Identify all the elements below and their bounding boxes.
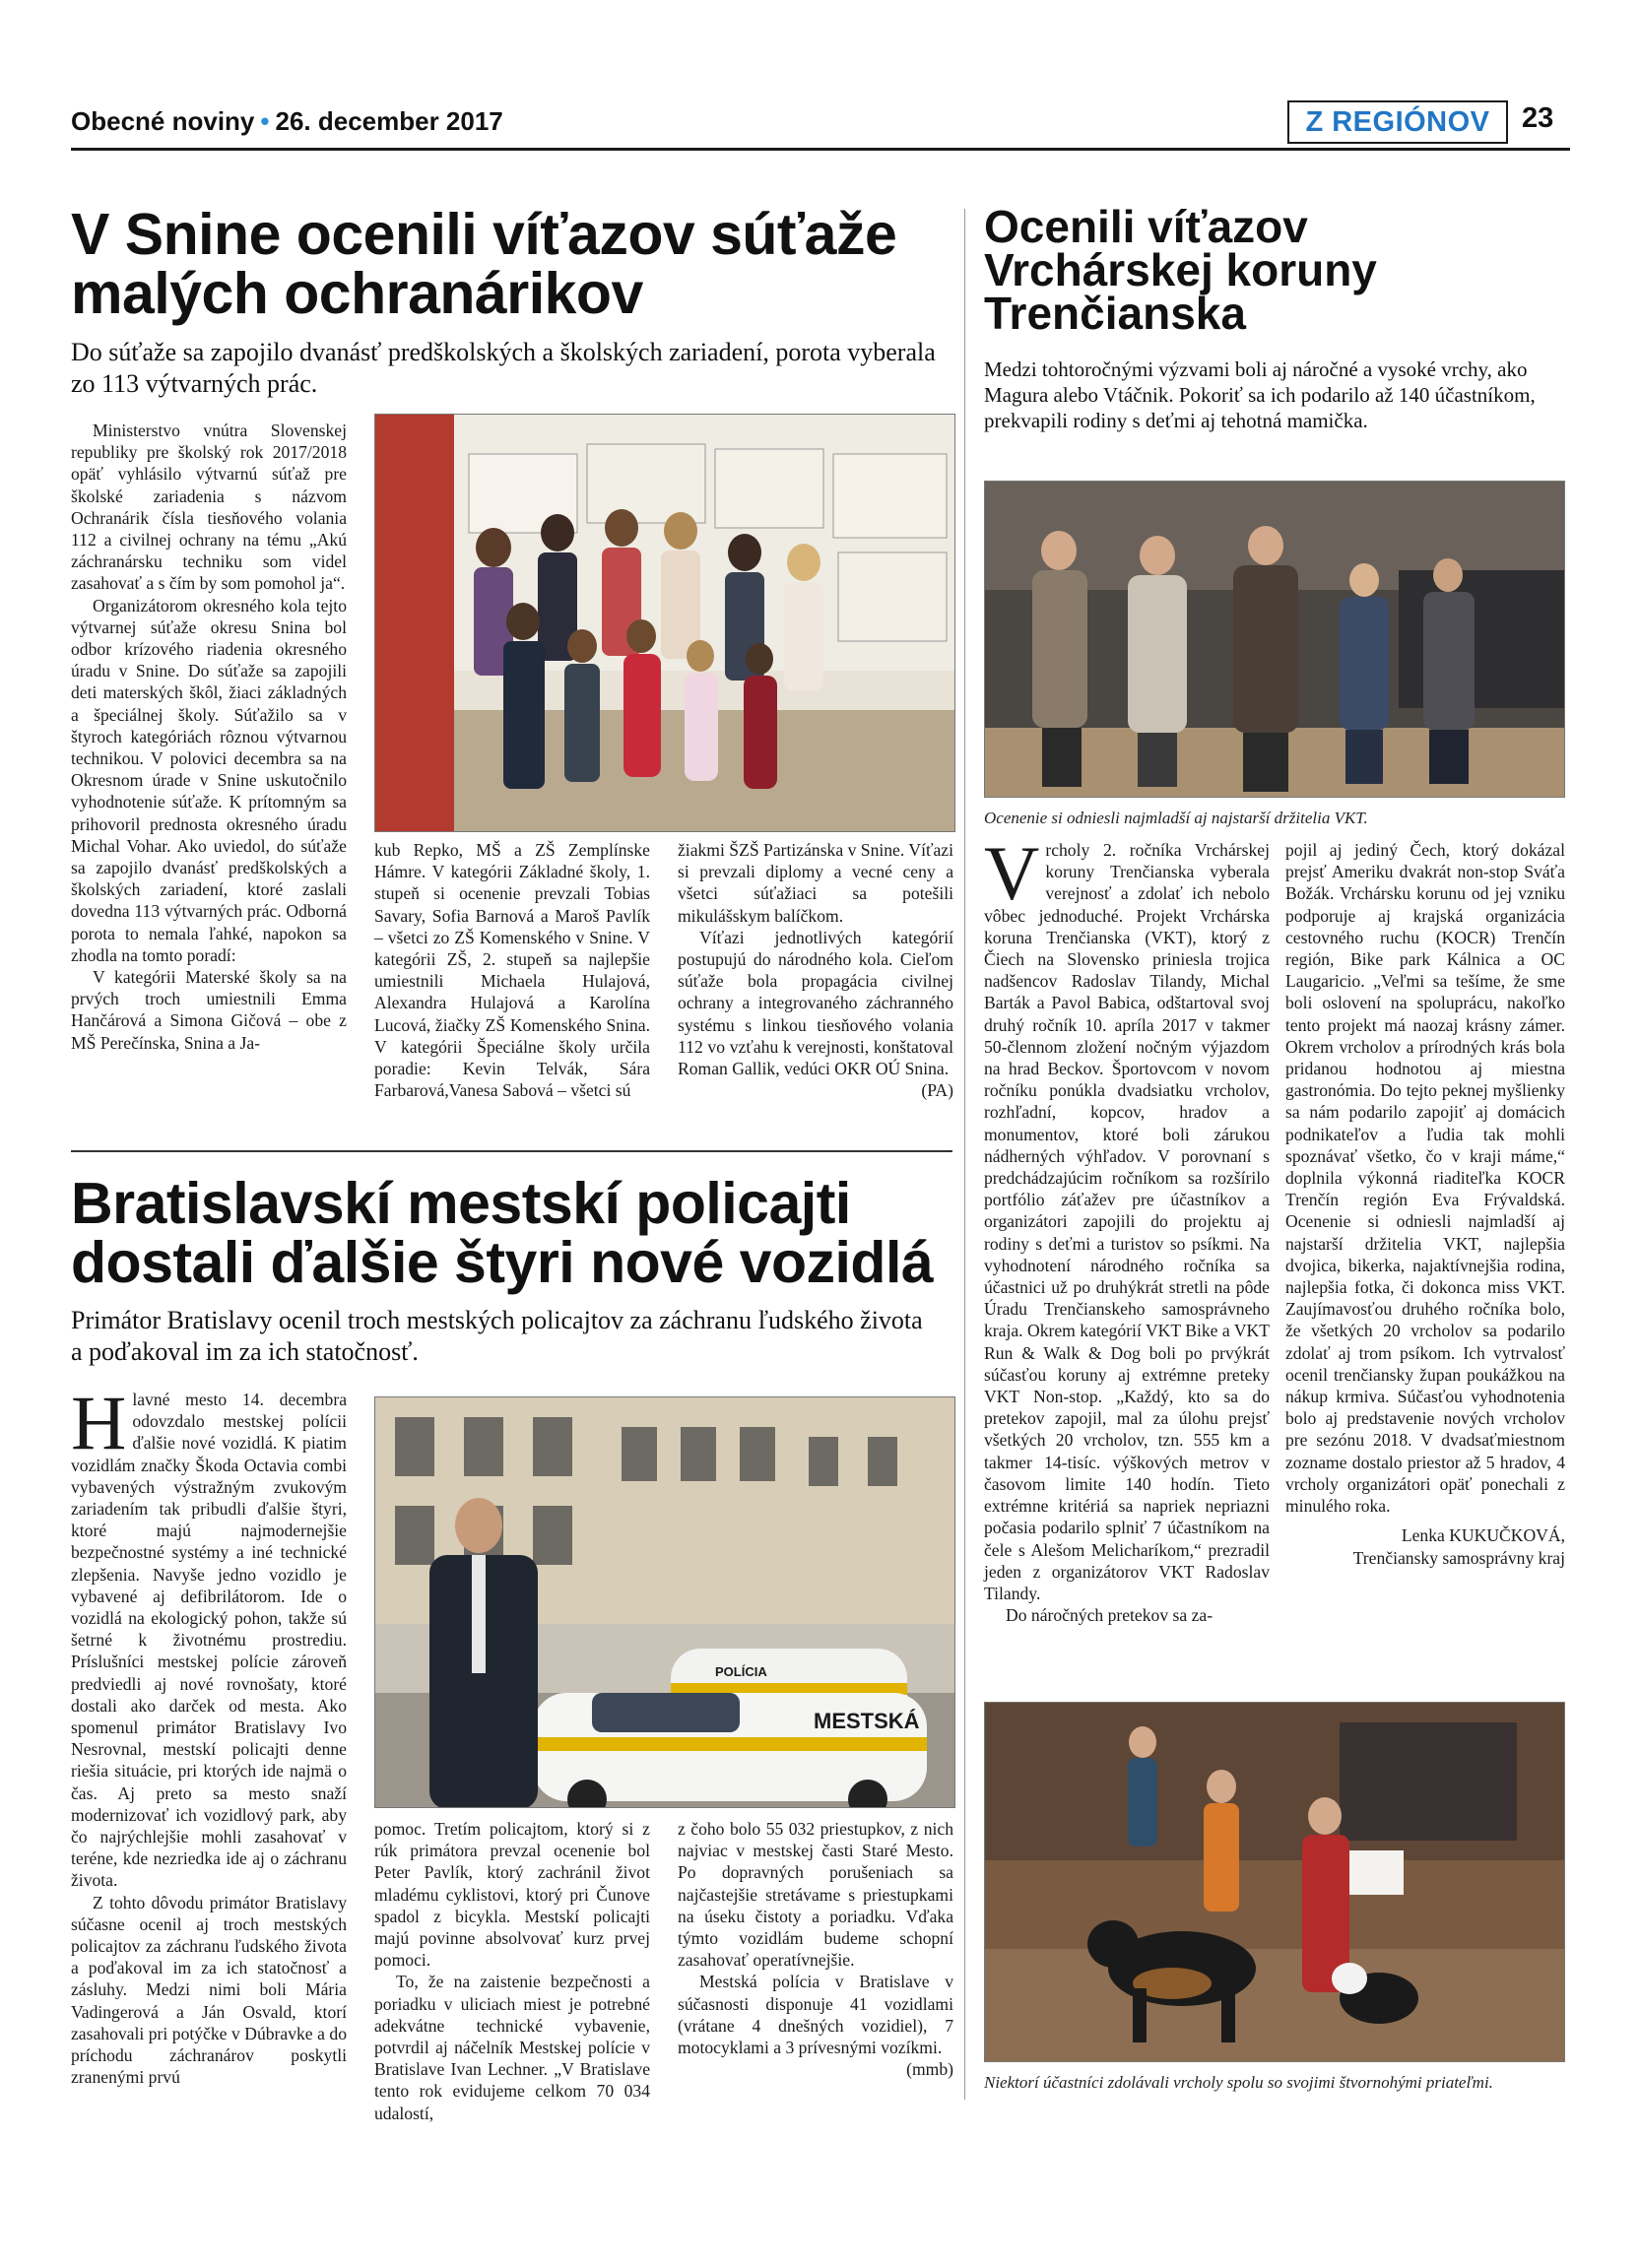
- paragraph: Do náročných pretekov sa za-: [1006, 1605, 1214, 1626]
- paragraph: Ministerstvo vnútra Slovenskej republiky pre školský rok 2017/2018 opäť vyhlásilo výtvarnú súťaž pre školské zariadenia s názvom Ochranárik čísla tiesňového volania 112 a civilnej ochrany na tému „Akú záchranársku techniku som videl zasahovať a s čím by som pomohol ja“.: [71, 421, 347, 594]
- article2-col3: [678, 1818, 953, 2080]
- children-group-photo: [374, 414, 955, 832]
- masthead: [71, 106, 503, 137]
- article-divider: [71, 1150, 952, 1152]
- author-organization: Trenčiansky samosprávny kraj: [1352, 1547, 1565, 1568]
- article3-title: Ocenili víťazov Vrchárskej koruny Trenčianska: [984, 201, 1377, 339]
- article3-caption2: Niektorí účastníci zdolávali vrcholy spolu so svojimi štvornohými priateľmi.: [984, 2073, 1493, 2092]
- paragraph: Mestská polícia v Bratislave v súčasnosti disponuje 41 vozidlami (vrátane 4 dnešných vozidiel), 7 motocyklami a 3 prívesnými vozíkmi.: [678, 1972, 953, 2058]
- article2-signature: (mmb): [906, 2059, 953, 2080]
- article3-lead: Medzi tohtoročnými výzvami boli aj náročné a vysoké vrchy, ako Magura alebo Vtáčnik. Pokoriť sa ich podarilo až 140 účastníkom, prekvapili rodiny s deťmi aj tehotná mamička.: [984, 357, 1536, 432]
- paragraph: To, že na zaistenie bezpečnosti a poriadku v uliciach miest je potrebné adekvátne technické vybavenie, potvrdil aj náčelník Mestskej polície v Bratislave Ivan Lechner. „V Bratislave tento rok evidujeme celkom 70 034 udalostí,: [374, 1972, 650, 2123]
- paragraph: Vrcholy 2. ročníka Vrchárskej koruny Trenčianska vyberala verejnosť a zdolať ich nebolo vôbec jednoduché. Projekt Vrchárska koruna Trenčianska (VKT), ktorý z Čiech na Slovensko priniesla trojica nadšencov Radoslav Tilandy, Michal Barták a Pavol Babica, odštartoval svoj druhý ročník 10. apríla 2017 v takmer 50-člennom zložení nočným výjazdom na hrad Beckov. Športovcom v novom ročníku ponúkla dvadsiatku vrcholov, rozhľadní, kopcov, hradov a monumentov, ktoré boli zárukou nádherných výhľadov. V porovnaní s predchádzajúcim ročníkom sa rozšírilo portfólio záťažev pre účastníkov a organizátori zapojili do projektu aj rodiny s deťmi a turistov so psíkmi. Na vyhodnotení národného ročníka sa účastnici už po druhýkrát stretli na pôde Úradu Trenčianskeho samosprávneho kraja. Okrem kategórií VKT Bike a VKT Run & Walk & Dog boli po prvýkrát súčasťou koruny aj extrémne preteky VKT Non-stop. „Každý, kto sa do pretekov zapojil, mal za úlohu prejsť všetkých 20 vrcholov, tzn. 555 km a takmer 14-tisíc. výškových metrov v časovom limite 140 hodín. Tieto extrémne kritériá sa napriek nepriazni počasia podarilo splniť 7 účastníkom na čele s Alešom Melicharíkom,“ prezradil jeden z organizátorov VKT Radoslav Tilandy.: [984, 830, 1270, 1603]
- award-winners-photo: [984, 481, 1565, 798]
- article1-title: V Snine ocenili víťazov súťaže malých ochranárikov: [71, 202, 897, 326]
- paragraph: Hlavné mesto 14. decembra odovzdalo mestskej polícii ďalšie nové vozidlá. K piatim vozidlám značky Škoda Octavia combi vybavených výstražným zvukovým zariadením tak pribudli ďalšie štyri, ktoré majú najmodernejšie bezpečnostné systémy a iné technické zlepšenia. Navyše jedno vozidlo je vybavené aj defibrilátorom. Ide o vozidlá na ekologický pohon, takže sú šetrné k životnému prostrediu. Príslušníci mestskej polície zároveň predviedli aj nové rovnošaty, ktoré dostali ako darček od mesta. Ako spomenul primátor Bratislavy Ivo Nesrovnal, mestskí policajti denne riešia situácie, pri ktorých ide najmä o čas. Aj preto sa mesto snaží modernizovať ich vozidlový park, aby čo najrýchlejšie mohli zasahovať v teréne, kde nezriedka ide aj o záchranu života.: [71, 1380, 347, 1891]
- article1-col3: [678, 839, 953, 1101]
- article2-lead: Primátor Bratislavy ocenil troch mestských policajtov za záchranu ľudského života a poďakoval im za ich statočnosť.: [71, 1306, 923, 1366]
- dogs-photo: [984, 1702, 1565, 2062]
- article1-lead: Do súťaže sa zapojilo dvanásť predškolských a školských zariadení, porota vyberala zo 113 výtvarných prác.: [71, 338, 936, 398]
- paragraph: kub Repko, MŠ a ZŠ Zemplínske Hámre. V kategórii Základné školy, 1. stupeň si ocenenie prevzali Tobias Savary, Sofia Barnová a Maroš Pavlík – všetci zo ZŠ Komenského v Snine. V kategórii ZŠ, 2. stupeň sa najlepšie umiestnili Michaela Hulajová, Alexandra Hulajová a Karolína Lucová, žiačky ZŠ Komenského Snina. V kategórii Špeciálne školy určila poradie: Kevin Telvák, Sára Farbarová,Vanesa Sabová – všetci sú: [374, 840, 650, 1101]
- page-number: 23: [1522, 102, 1554, 134]
- paragraph: pomoc. Tretím policajtom, ktorý si z rúk primátora prevzal ocenenie bol Peter Pavlík, ktorý zachránil život mladému cyklistovi, ktorý pri Čunove spadol z bicykla. Mestskí policajti majú povinne absolvovať kurz prvej pomoci.: [374, 1819, 650, 1971]
- paragraph: Z tohto dôvodu primátor Bratislavy súčasne ocenil aj troch mestských policajtov za záchranu ľudského života a poďakoval im za ich statočnosť a zásluhy. Medzi nimi boli Mária Vadingerová a Ján Osvald, ktorí zasahovali pri potýčke v Dúbravke a do príchodu záchranárov poskytli zranenými prvú: [71, 1892, 347, 2088]
- header-rule: [71, 148, 1570, 151]
- paper-name: Obecné noviny: [71, 106, 255, 136]
- article2-col2: [374, 1818, 650, 2124]
- dropcap: V: [984, 830, 1040, 916]
- paragraph: Organizátorom okresného kola tejto výtvarnej súťaže okresu Snina bol odbor krízového riadenia okresného úradu v Snine. Do súťaže sa zapojili deti materských škôl, žiaci základných a špeciálnej školy. Súťažilo sa v štyroch kategóriách rôznou výtvarnou technikou. V polovici decembra sa na Okresnom úrade v Snine uskutočnilo vyhodnotenie súťaže. K prítomným sa prihovoril prednosta okresného úradu Michal Vohar. Ako uviedol, do súťaže sa zapojilo dvanásť predškolských a školských zariadení, ktoré zaslali dovedna 113 výtvarných prác. Odborná porota to nemala ľahké, napokon sa zhodla na tomto poradí:: [71, 595, 347, 965]
- article1-signature: (PA): [921, 1080, 953, 1101]
- paragraph: pojil aj jediný Čech, ktorý dokázal prejsť Ameriku dvakrát non-stop Sváťa Božák. Vrchársku korunu od jej vzniku podporuje aj krajská organizácia cestovného ruchu (KOCR) Trenčín región, Bike park Kálnica a OC Laugaricio. „Veľmi sa tešíme, že sme boli oslovení na spoluprácu, nakoľko tento projekt má naozaj krásny zámer. Okrem vrcholov a prírodných krás bola pridanou hodnotou aj miestna gastronómia. Do tejto peknej myšlienky sa nám podarilo zapojiť aj domácich podnikateľov a ľudia tak mohli spoznávať všetko, čo v kraji máme,“ doplnila výkonná riaditeľka KOCR Trenčín región Eva Frývaldská. Ocenenie si odniesli najmladší aj najstarší držitelia VKT, najlepšia dvojica, bikerka, najaktívnejšia rodina, najlepšia fotka, či dokonca miss VKT. Zaujímavosťou druhého ročníka bolo, že všetkých 20 vrcholov sa podarilo zdolať aj trom psíkom. Ich vytrvalosť ocenil trenčiansky župan poukážkou na nákup krmiva. Súčasťou vyhodnotenia bolo aj predstavenie nových vrcholov pre sezónu 2018. V dvadsaťmiestnom zozname dostalo priestor až 5 hradov, 4 vrcholy organizátori opäť ponechali z minulého roka.: [1285, 840, 1565, 1517]
- issue-date: 26. december 2017: [275, 106, 503, 136]
- section-tag: Z REGIÓNOV: [1287, 100, 1508, 144]
- article3-caption1: Ocenenie si odniesli najmladší aj najstarší držitelia VKT.: [984, 809, 1368, 827]
- police-cars-photo: [374, 1396, 955, 1808]
- paragraph: z čoho bolo 55 032 priestupkov, z nich najviac v mestskej časti Staré Mesto. Po dopravných porušeniach sa najčastejšie stretávame s priestupkami na úseku čistoty a poriadku. Vďaka týmto vozidlám budeme schopní zasahovať operatívnejšie.: [678, 1819, 953, 1971]
- dropcap: H: [71, 1380, 127, 1465]
- article3-col2: [1285, 839, 1565, 1569]
- column-divider: [964, 209, 965, 2100]
- article2-col1: [71, 1380, 347, 2089]
- author-name: Lenka KUKUČKOVÁ,: [1401, 1525, 1565, 1546]
- article3-col1: [984, 830, 1270, 1626]
- paragraph: V kategórii Materské školy sa na prvých troch umiestnili Emma Hančárová a Simona Gičová – obe z MŠ Perečínska, Snina a Ja-: [71, 967, 347, 1053]
- paragraph: Víťazi jednotlivých kategórií postupujú do národného kola. Cieľom súťaže bola propagácia civilnej ochrany a integrovaného záchranného systému s linkou tiesňového volania 112 vo vzťahu k verejnosti, konštatoval Roman Gallik, vedúci OKR OÚ Snina.: [678, 927, 953, 1079]
- article1-col2: [374, 839, 650, 1101]
- car-lettering-back: POLÍCIA: [715, 1664, 767, 1679]
- separator: •: [260, 106, 270, 136]
- car-lettering: MESTSKÁ: [814, 1709, 920, 1733]
- paragraph: žiakmi ŠZŠ Partizánska v Snine. Víťazi si prevzali diplomy a vecné ceny a všetci súťažiaci sa potešili mikulášskym balíčkom.: [678, 840, 953, 926]
- article1-col1: [71, 420, 347, 1054]
- article2-title: Bratislavskí mestskí policajti dostali ďalšie štyri nové vozidlá: [71, 1171, 934, 1295]
